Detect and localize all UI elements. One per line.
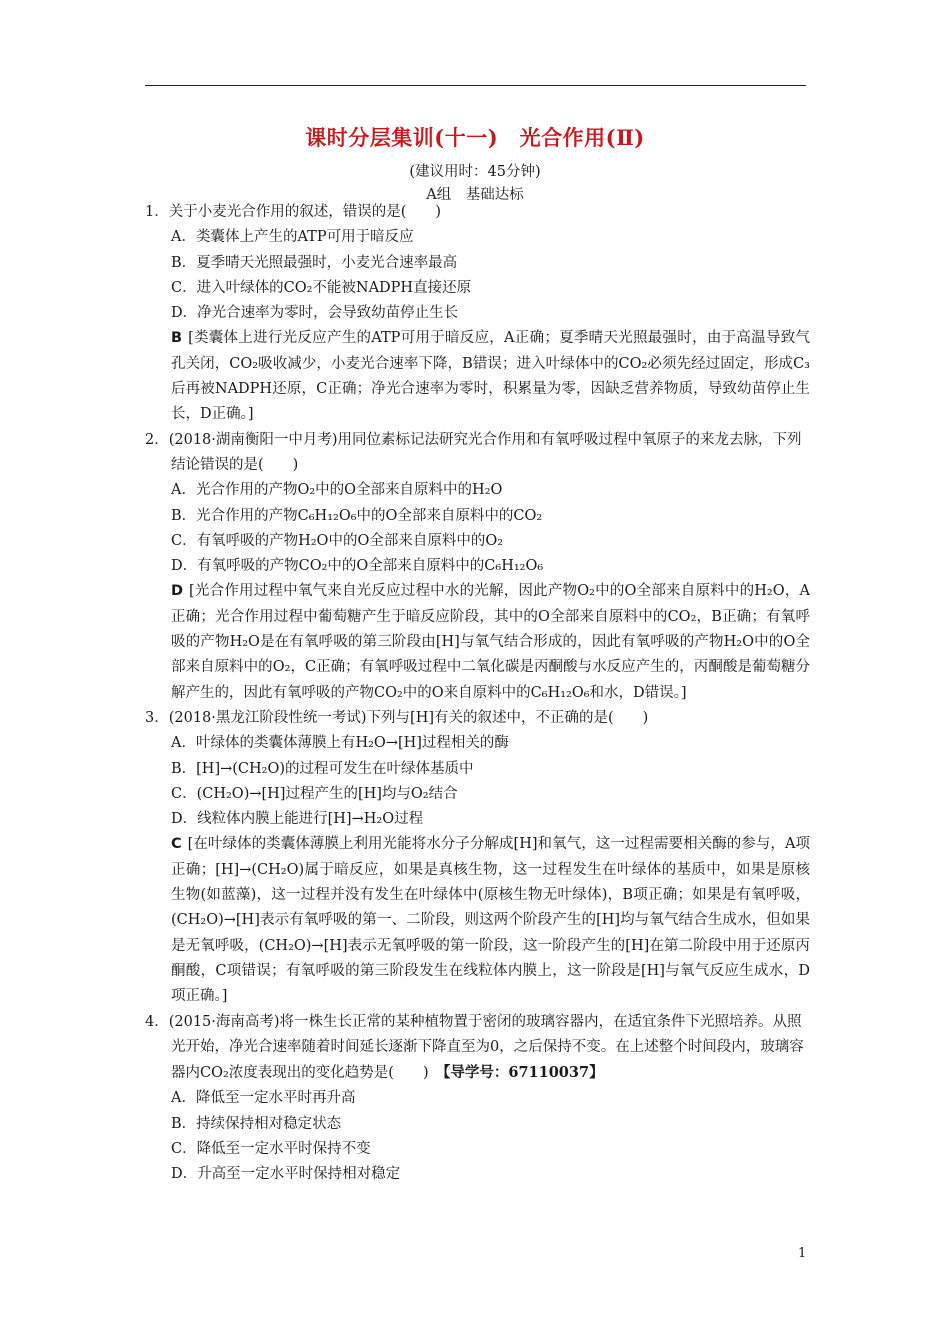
- option-d: D．净光合速率为零时，会导致幼苗停止生长: [171, 305, 459, 322]
- explanation-text: [光合作用过程中氧气来自光反应过程中水的光解，因此产物O₂中的O全部来自原料中的H₂O，A正确；光合作用过程中葡萄糖产生于暗反应阶段，其中的O全部来自原料中的CO₂，B正确；有氧呼吸的产物H₂O是在有氧呼吸的第三阶段由[H]与氧气结合形成的，因此有氧呼吸的产物H₂O中的O全部来自原料中的O₂，C正确；有氧呼吸过程中二氧化碳是丙酮酸与水反应产生的，丙酮酸是葡萄糖分解产生的，因此有氧呼吸的产物CO₂中的O来自原料中的C₆H₁₂O₆和水，D错误。]: [171, 583, 810, 701]
- answer-explanation: [145, 326, 810, 427]
- question-2: [145, 428, 810, 706]
- guide-number: 【导学号：67110037】: [443, 1064, 604, 1082]
- option-c: C．(CH₂O)→[H]过程产生的[H]均与O₂结合: [171, 785, 458, 802]
- question-stem: [145, 1010, 810, 1087]
- answer-explanation: [145, 579, 810, 705]
- option-b: B．光合作用的产物C₆H₁₂O₆中的O全部来自原料中的CO₂: [171, 507, 543, 524]
- option-a: A．类囊体上产生的ATP可用于暗反应: [171, 229, 414, 246]
- option-c: C．有氧呼吸的产物H₂O中的O全部来自原料中的O₂: [171, 532, 504, 549]
- stem-text: 4．(2015·海南高考)将一株生长正常的某种植物置于密闭的玻璃容器内，在适宜条件下光照培养。从照光开始，净光合速率随着时间延长逐渐下降直至为0，之后保持不变。在上述整个时间段内，玻璃容器内CO₂浓度表现出的变化趋势是( ): [145, 1013, 804, 1082]
- question-1: [145, 200, 810, 428]
- explanation-text: [类囊体上进行光反应产生的ATP可用于暗反应，A正确；夏季晴天光照最强时，由于高温导致气孔关闭，CO₂吸收减少，小麦光合速率下降，B错误；进入叶绿体中的CO₂必须先经过固定，形成C₃后再被NADPH还原，C正确；净光合速率为零时，积累量为零，因缺乏营养物质，导致幼苗停止生长，D正确。]: [171, 330, 810, 423]
- group-label: A组 基础达标: [426, 187, 524, 203]
- header-rule: [145, 85, 806, 86]
- page-number: 1: [798, 1246, 807, 1261]
- option-a: A．叶绿体的类囊体薄膜上有H₂O→[H]过程相关的酶: [171, 735, 509, 752]
- page-title: 课时分层集训(十一) 光合作用(Ⅱ): [305, 125, 645, 150]
- question-stem: 2．(2018·湖南衡阳一中月考)用同位素标记法研究光合作用和有氧呼吸过程中氧原子的来龙去脉，下列结论错误的是( ): [145, 431, 802, 473]
- option-d: D．升高至一定水平时保持相对稳定: [171, 1166, 401, 1183]
- answer-letter: D: [171, 583, 184, 600]
- answer-letter: B: [171, 330, 183, 347]
- time-hint: (建议用时：45分钟): [409, 164, 541, 180]
- option-b: B．[H]→(CH₂O)的过程可发生在叶绿体基质中: [171, 760, 474, 777]
- question-3: [145, 706, 810, 1010]
- option-b: B．夏季晴天光照最强时，小麦光合速率最高: [171, 254, 458, 271]
- option-d: D．有氧呼吸的产物CO₂中的O全部来自原料中的C₆H₁₂O₆: [171, 558, 544, 575]
- option-a: A．降低至一定水平时再升高: [171, 1090, 356, 1107]
- answer-letter: C: [171, 836, 182, 853]
- explanation-text: [在叶绿体的类囊体薄膜上利用光能将水分子分解成[H]和氧气，这一过程需要相关酶的参与，A项正确；[H]→(CH₂O)属于暗反应，如果是真核生物，这一过程发生在叶绿体的基质中，如果是原核生物(如蓝藻)，这一过程并没有发生在叶绿体中(原核生物无叶绿体)，B项正确；如果是有氧呼吸，(CH₂O)→[H]表示有氧呼吸的第一、二阶段，则这两个阶段产生的[H]均与氧气结合生成水，但如果是无氧呼吸，(CH₂O)→[H]表示无氧呼吸的第一阶段，这一阶段产生的[H]在第二阶段中用于还原丙酮酸，C项错误；有氧呼吸的第三阶段发生在线粒体内膜上，这一阶段是[H]与氧气反应生成水，D项正确。]: [171, 836, 810, 1005]
- option-c: C．降低至一定水平时保持不变: [171, 1140, 371, 1157]
- question-4: [145, 1010, 810, 1188]
- option-b: B．持续保持相对稳定状态: [171, 1115, 342, 1132]
- option-d: D．线粒体内膜上能进行[H]→H₂O过程: [171, 811, 424, 828]
- answer-explanation: [145, 832, 810, 1009]
- option-c: C．进入叶绿体的CO₂不能被NADPH直接还原: [171, 279, 472, 296]
- question-list: [145, 200, 810, 1188]
- question-stem: 3．(2018·黑龙江阶段性统一考试)下列与[H]有关的叙述中，不正确的是( ): [145, 709, 649, 726]
- option-a: A．光合作用的产物O₂中的O全部来自原料中的H₂O: [171, 482, 503, 499]
- question-stem: 1．关于小麦光合作用的叙述，错误的是( ): [145, 204, 442, 220]
